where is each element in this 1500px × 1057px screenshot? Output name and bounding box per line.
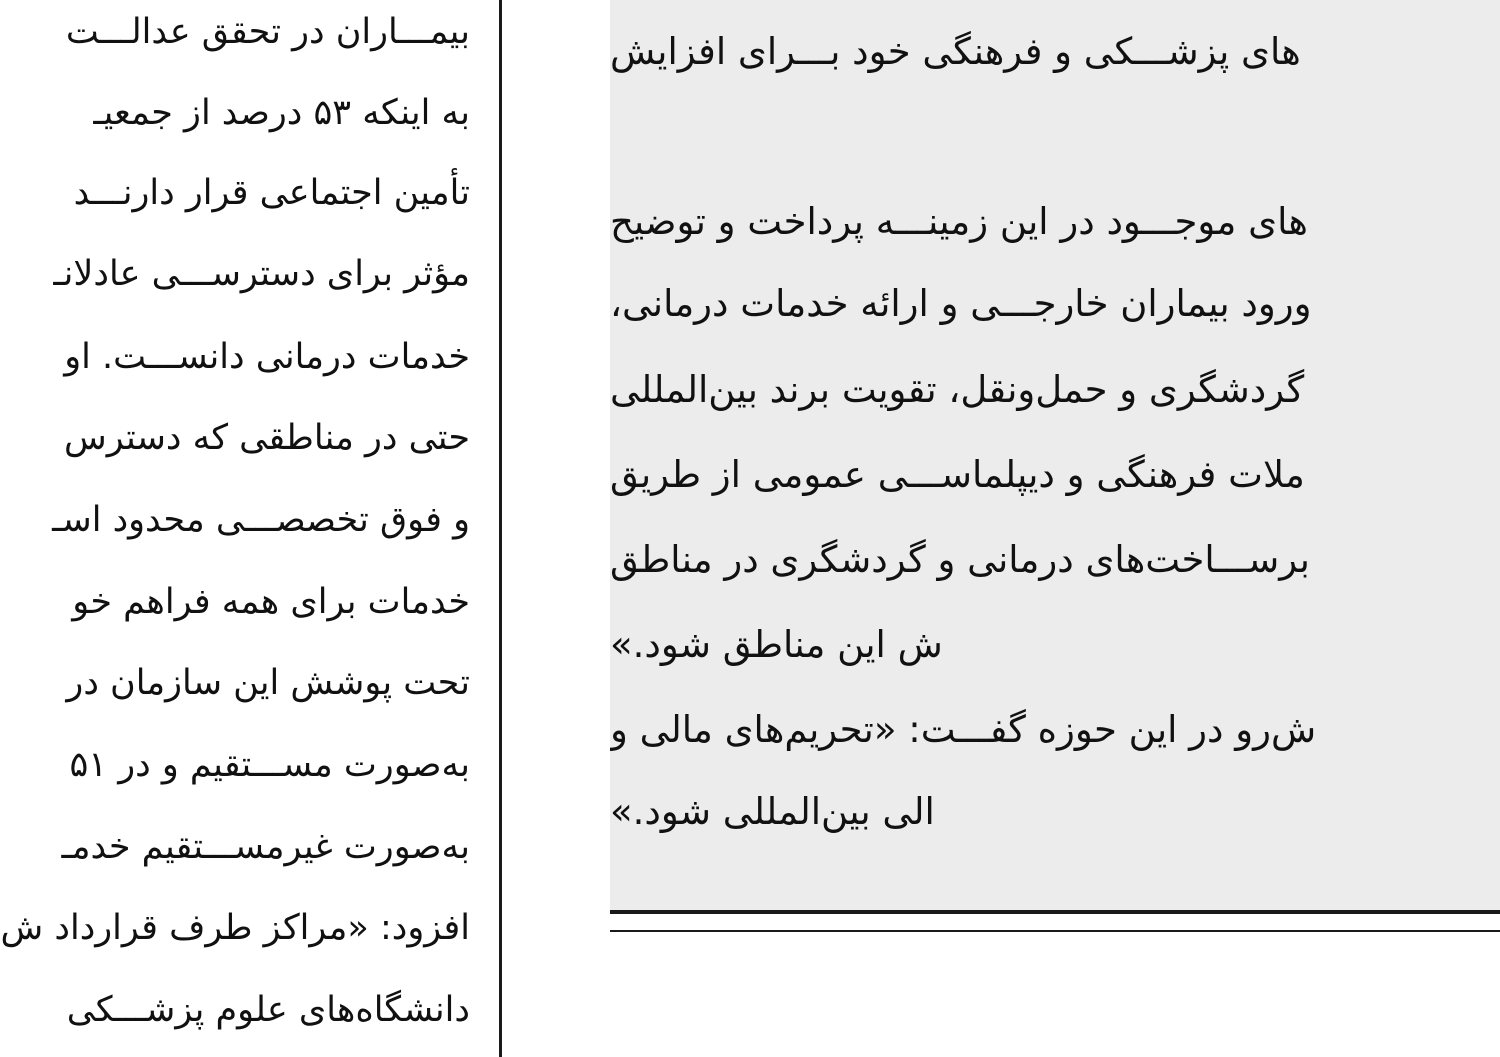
left-article-column [0,0,500,1057]
text-line: ورود بیماران خارجـــی و ارائه خدمات درمانی، [610,282,1312,325]
text-line: گردشگری و حمل‌ونقل، تقویت برند بین‌المللی [610,368,1305,411]
text-line: تحت پوشش این سازمان در [66,663,470,703]
text-line: های پزشـــکی و فرهنگی خود بـــرای افزایش [610,30,1301,73]
section-rule-thin [610,930,1500,932]
column-divider [499,0,502,1057]
text-line: الی بین‌المللی شود.» [610,790,935,833]
text-line: حتی در مناطقی که دسترس [63,418,470,458]
text-line: و فوق تخصصـــی محدود اسـ [52,500,470,540]
highlighted-sidebar-box [610,0,1500,910]
text-line: برســـاخت‌های درمانی و گردشگری در مناطق [610,538,1310,581]
text-line: دانشگاه‌های علوم پزشـــکی [66,990,470,1030]
section-rule-thick [610,910,1500,914]
text-line: ش‌رو در این حوزه گفـــت: «تحریم‌های مالی و [610,708,1317,751]
text-line: به‌صورت مســـتقیم و در ۵۱ [69,745,470,785]
text-line: بیمـــاران در تحقق عدالـــت [65,12,470,52]
text-line: های موجـــود در این زمینـــه پرداخت و توضیح [610,200,1308,243]
text-line: به اینکه ۵۳ درصد از جمعیـ [93,93,470,133]
text-line: خدمات درمانی دانســـت. او [64,337,470,377]
text-line: به‌صورت غیرمســـتقیم خدمـ [61,827,470,867]
text-line: ش این مناطق شود.» [610,623,943,666]
text-line: خدمات برای همه فراهم خو [72,582,470,622]
text-line: افزود: «مراکز طرف قرارداد ش [0,908,470,948]
text-line: ملات فرهنگی و دیپلماســـی عمومی از طریق [610,453,1305,496]
text-line: تأمین اجتماعی قرار دارنـــد [73,173,470,213]
text-line: مؤثر برای دسترســـی عادلانـ [53,254,470,294]
